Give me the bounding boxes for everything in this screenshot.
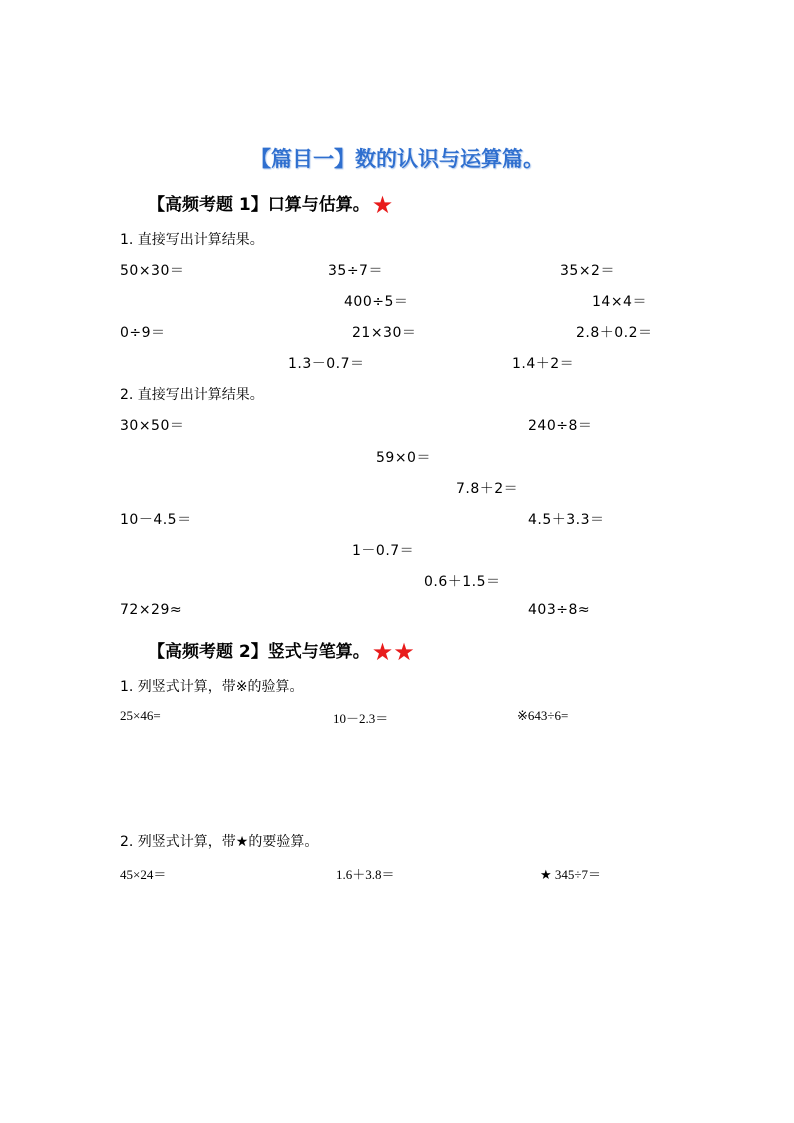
expression: 72×29≈ [120, 602, 183, 618]
question-4-prompt: 2. 列竖式计算，带★的要验算。 [120, 834, 319, 850]
vertical-calc-item: 25×46= [120, 708, 161, 723]
question-1-prompt: 1. 直接写出计算结果。 [120, 232, 264, 248]
expression: 14×4＝ [592, 294, 647, 310]
question-2-prompt: 2. 直接写出计算结果。 [120, 387, 264, 403]
expression: 403÷8≈ [528, 602, 591, 618]
section-label: 【高频考题 1】口算与估算。 [148, 195, 370, 215]
expression: 59×0＝ [376, 450, 431, 466]
expression: 10－4.5＝ [120, 512, 192, 528]
vertical-calc-item: 10－2.3＝ [333, 711, 389, 726]
vertical-calc-item: 1.6＋3.8＝ [336, 867, 395, 882]
expression: 35÷7＝ [328, 263, 383, 279]
expression: 1－0.7＝ [352, 543, 415, 559]
expression: 400÷5＝ [344, 294, 409, 310]
section-label: 【高频考题 2】竖式与笔算。 [148, 642, 370, 662]
expression: 0.6＋1.5＝ [424, 574, 501, 590]
expression: 1.4＋2＝ [512, 356, 575, 372]
vertical-calc-item: 45×24＝ [120, 867, 167, 882]
expression: 4.5＋3.3＝ [528, 512, 605, 528]
star-icon: ★ [371, 191, 394, 219]
expression: 21×30＝ [352, 325, 417, 341]
expression: 1.3－0.7＝ [288, 356, 365, 372]
question-3-prompt: 1. 列竖式计算，带※的验算。 [120, 679, 304, 695]
expression: 2.8＋0.2＝ [576, 325, 653, 341]
vertical-calc-item: ★ 345÷7＝ [540, 867, 602, 882]
expression: 7.8＋2＝ [456, 481, 519, 497]
expression: 50×30＝ [120, 263, 185, 279]
expression: 240÷8＝ [528, 418, 593, 434]
expression: 0÷9＝ [120, 325, 166, 341]
page-title: 【篇目一】数的认识与运算篇。 [250, 147, 544, 171]
expression: 35×2＝ [560, 263, 615, 279]
expression: 30×50＝ [120, 418, 185, 434]
section-heading-2 [148, 637, 415, 666]
star-icon: ★★ [371, 638, 415, 666]
section-heading-1 [148, 190, 393, 219]
vertical-calc-item: ※643÷6= [517, 708, 569, 723]
